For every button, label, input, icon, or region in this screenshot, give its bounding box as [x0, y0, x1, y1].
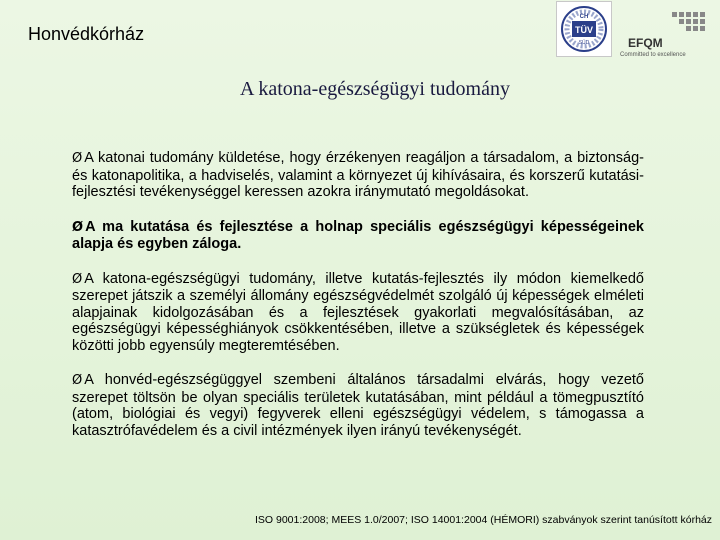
paragraph-research-foundation: [72, 219, 644, 253]
paragraph-text: A katonai tudomány küldetése, hogy érzékenyen reagáljon a társadalom, a biztonság- és katonapolitika, a hadviselés, valamint a környezet új kihívásaira, és korszerű kutatási-fejlesztési tevékenységgel keressen azokra iránymutató megoldásokat.: [72, 150, 644, 200]
tuv-logo-line2: TÜV: [575, 25, 593, 35]
paragraph-text: A ma kutatása és fejlesztése a holnap speciális egészségügyi képességeinek alapja és egyben záloga.: [72, 218, 644, 252]
organization-name: Honvédkórház: [28, 24, 145, 44]
slide-body: [72, 150, 644, 457]
efqm-logo-tagline: Committed to excellence: [620, 52, 686, 58]
arrow-bullet-icon: Ø: [72, 271, 83, 287]
arrow-bullet-icon: Ø: [72, 373, 83, 388]
arrow-bullet-icon: Ø: [72, 219, 84, 235]
efqm-logo: [620, 10, 712, 58]
paragraph-research-role: [72, 271, 644, 355]
tuv-sud-certification-logo: [556, 1, 612, 57]
paragraph-text: A katona-egészségügyi tudomány, illetve kutatás-fejlesztés ily módon kiemelkedő szerepet játszik a személyi állomány egészségvédelmét szolgáló új képességek elméleti alapjainak kidolgozásában és a fejlesztések gyakorlati megvalósításában, az egészségügyi képességhiányok csökkentésében, illetve a szükségletek és képességek közötti jobb egyensúly megteremtésében.: [72, 270, 644, 354]
paragraph-social-expectations: [72, 372, 644, 439]
tuv-logo-line1: CH: [579, 14, 589, 20]
certification-footer: ISO 9001:2008; MEES 1.0/2007; ISO 14001:2004 (HÉMORI) szabványok szerint tanúsított kórház: [255, 514, 712, 526]
paragraph-text: A honvéd-egészségüggyel szembeni általános társadalmi elvárás, hogy vezető szerepet töltsön be olyan speciális területek kutatásában, mint például a tömegpusztító (atom, biológiai és vegyi) fegyverek elleni egészségügyi védelem, s támogassa a katasztrófavédelem és a civil intézmények ilyen irányú tevékenységét.: [72, 372, 644, 439]
paragraph-mission: [72, 150, 644, 201]
arrow-bullet-icon: Ø: [72, 151, 83, 166]
tuv-logo-line3: SÜD: [578, 40, 590, 46]
efqm-logo-name: EFQM: [628, 36, 663, 50]
slide-title: A katona-egészségügyi tudomány: [240, 78, 510, 100]
